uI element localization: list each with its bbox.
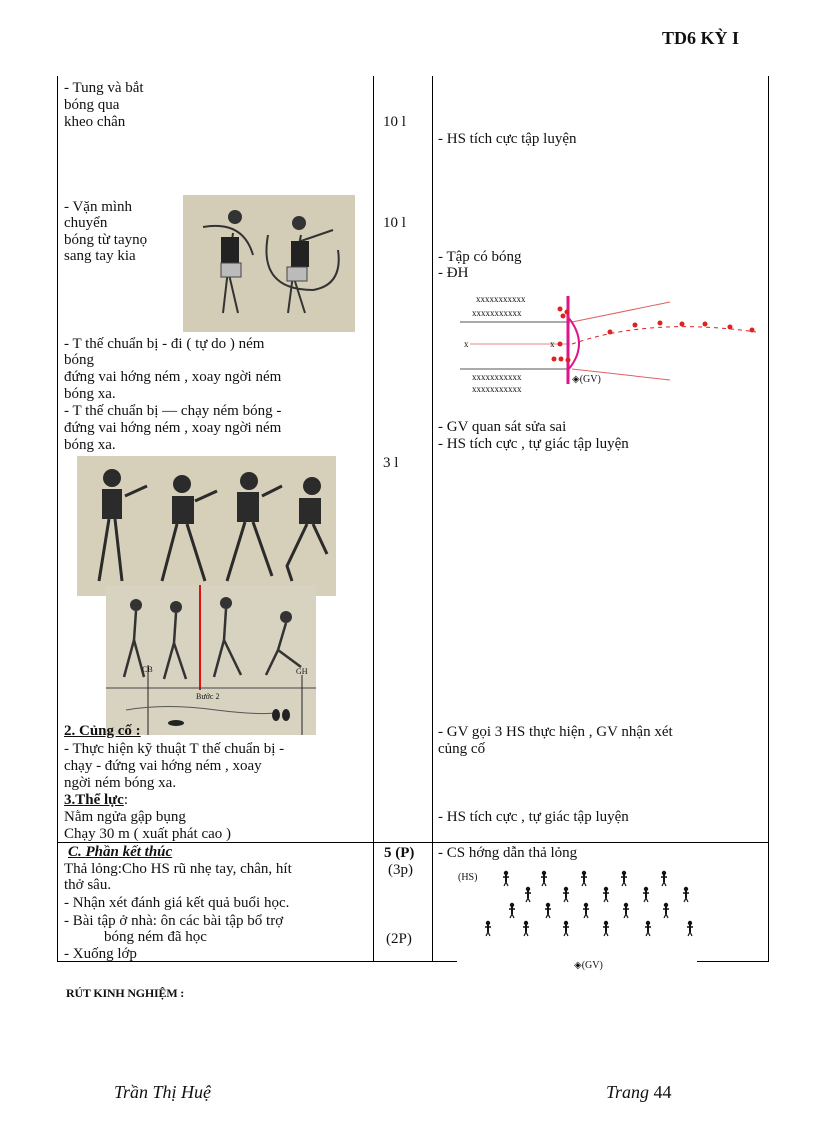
time-2: (2P) (386, 931, 412, 947)
formation-row-2: xxxxxxxxxxx (472, 308, 522, 318)
the-luc-heading: 3.Thể lực: (64, 792, 129, 808)
van-minh-photo (183, 195, 355, 332)
tap-co-bong: - Tập có bóng (438, 249, 522, 265)
formation-row-1: xxxxxxxxxxx (476, 294, 526, 304)
cooldown-formation (456, 868, 716, 978)
formation-diagram (460, 292, 760, 392)
footer-page (606, 1082, 672, 1102)
two-figures-illustration (183, 195, 355, 332)
header-title: TD6 KỲ I (662, 28, 740, 48)
dh-label: - ĐH (438, 265, 469, 281)
cs-huong-dan: - CS hớng dẫn thả lỏng (438, 845, 578, 861)
footer-page-number: 44 (653, 1082, 672, 1102)
table-border-left (57, 76, 58, 962)
run-up-diagram-photo (106, 585, 316, 735)
throw-sequence-photo (77, 456, 336, 596)
gv-label: ◈(GV) (574, 960, 603, 971)
reps-3: 3 l (383, 455, 399, 471)
reps-2: 10 l (383, 215, 406, 231)
column-divider-1 (373, 76, 374, 962)
column-divider-2 (432, 76, 433, 962)
formation-row-4: xxxxxxxxxxx (472, 384, 522, 394)
run-up-diagram-illustration (106, 585, 316, 735)
time-total: 5 (P) (384, 845, 415, 861)
time-1: (3p) (388, 862, 413, 878)
formation-x-right: x (550, 339, 555, 349)
throw-sequence-illustration (77, 456, 336, 596)
ket-thuc-heading: C. Phần kết thúc (68, 844, 173, 860)
hs-tu-giac-2: - HS tích cực , tự giác tập luyện (438, 809, 629, 825)
footer-page-word: Trang (606, 1082, 650, 1102)
formation-x-left: x (464, 339, 469, 349)
rut-kinh-nghiem: RÚT KINH NGHIỆM : (66, 986, 185, 1000)
hs-tich-cuc-1: - HS tích cực tập luyện (438, 131, 577, 147)
student-figures (456, 868, 716, 948)
buoc-label: Bước 2 (196, 692, 220, 701)
reps-1: 10 l (383, 114, 406, 130)
gh-label: GH (296, 667, 308, 676)
table-border-right (768, 76, 769, 962)
cb-label: CB (142, 665, 153, 674)
formation-row-3: xxxxxxxxxxx (472, 372, 522, 382)
footer-author: Trần Thị Huệ (114, 1082, 212, 1102)
cung-co-heading: 2. Củng cố : (64, 723, 141, 739)
formation-gv: ◈(GV) (572, 374, 601, 385)
hs-label: (HS) (458, 872, 478, 883)
hs-tu-giac-1: - HS tích cực , tự giác tập luyện (438, 436, 629, 452)
gv-quan-sat: - GV quan sát sửa sai (438, 419, 567, 435)
